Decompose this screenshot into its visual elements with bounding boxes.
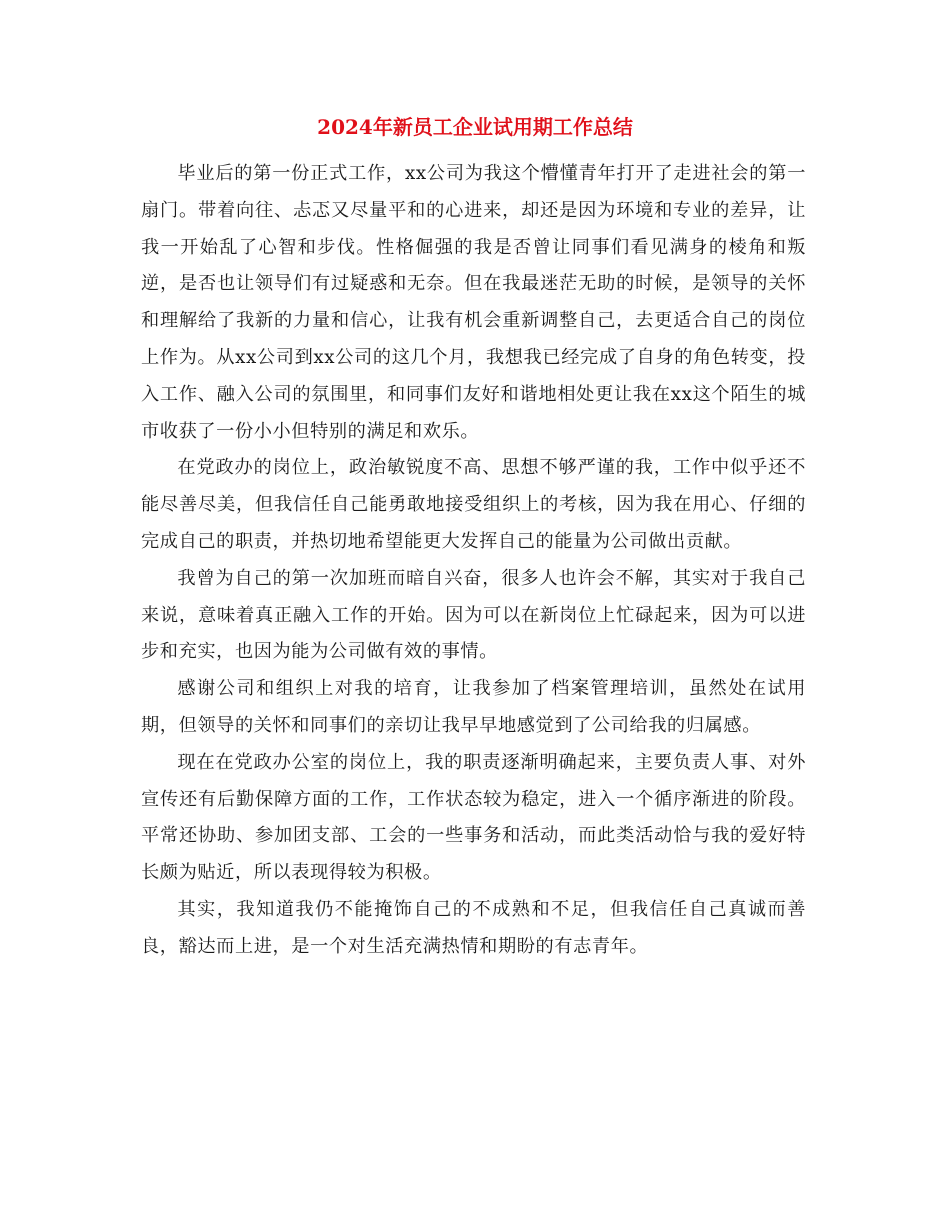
paragraph-2: 在党政办的岗位上，政治敏锐度不高、思想不够严谨的我，工作中似乎还不能尽善尽美，但我信任自己能勇敢地接受组织上的考核，因为我在用心、仔细的完成自己的职责，并热切地希望能更大发挥自己的能量为公司做出贡献。 <box>141 457 806 552</box>
document-title: 2024年新员工企业试用期工作总结 <box>317 115 633 139</box>
paragraph-3: 我曾为自己的第一次加班而暗自兴奋，很多人也许会不解，其实对于我自己来说，意味着真正融入工作的开始。因为可以在新岗位上忙碌起来，因为可以进步和充实，也因为能为公司做有效的事情。 <box>141 567 806 663</box>
paragraph-4: 感谢公司和组织上对我的培育，让我参加了档案管理培训，虽然处在试用期，但领导的关怀和同事们的亲切让我早早地感觉到了公司给我的归属感。 <box>141 678 806 736</box>
paragraph-5: 现在在党政办公室的岗位上，我的职责逐渐明确起来，主要负责人事、对外宣传还有后勤保障方面的工作，工作状态较为稳定，进入一个循序渐进的阶段。平常还协助、参加团支部、工会的一些事务和活动，而此类活动恰与我的爱好特长颇为贴近，所以表现得较为积极。 <box>141 751 806 884</box>
paragraph-1: 毕业后的第一份正式工作，xx公司为我这个懵懂青年打开了走进社会的第一扇门。带着向往、忐忑又尽量平和的心进来，却还是因为环境和专业的差异，让我一开始乱了心智和步伐。性格倔强的我是否曾让同事们看见满身的棱角和叛逆，是否也让领导们有过疑惑和无奈。但在我最迷茫无助的时候，是领导的关怀和理解给了我新的力量和信心，让我有机会重新调整自己，去更适合自己的岗位上作为。从xx公司到xx公司的这几个月，我想我已经完成了自身的角色转变，投入工作、融入公司的氛围里，和同事们友好和谐地相处更让我在xx这个陌生的城市收获了一份小小但特别的满足和欢乐。 <box>141 163 806 442</box>
document-body <box>141 156 806 966</box>
paragraph-6: 其实，我知道我仍不能掩饰自己的不成熟和不足，但我信任自己真诚而善良，豁达而上进，是一个对生活充满热情和期盼的有志青年。 <box>141 898 806 957</box>
